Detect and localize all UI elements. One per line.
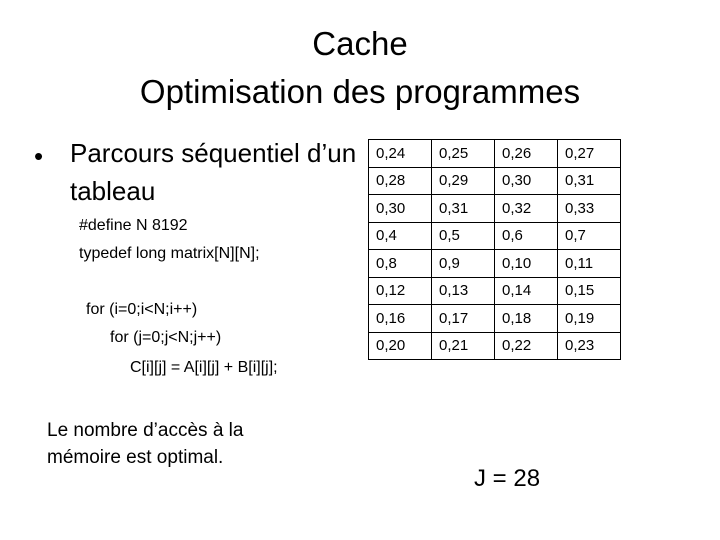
bullet-text: Parcours séquentiel d’un tableau <box>70 138 357 206</box>
table-row <box>369 195 621 223</box>
table-cell: 0,21 <box>432 332 495 360</box>
table-row <box>369 250 621 278</box>
note-text: Le nombre d’accès à la mémoire est optimal. <box>47 420 244 468</box>
bullet-marker: • <box>34 141 44 171</box>
table-cell: 0,4 <box>369 222 432 250</box>
table-cell: 0,16 <box>369 305 432 333</box>
table-cell: 0,23 <box>558 332 621 360</box>
table-row <box>369 167 621 195</box>
table-cell: 0,33 <box>558 195 621 223</box>
table-cell: 0,14 <box>495 277 558 305</box>
table-cell: 0,15 <box>558 277 621 305</box>
table-cell: 0,22 <box>495 332 558 360</box>
table-row <box>369 305 621 333</box>
memory-table <box>368 139 621 360</box>
table-cell: 0,6 <box>495 222 558 250</box>
table-cell: 0,31 <box>558 167 621 195</box>
code-statement: C[i][j] = A[i][j] + B[i][j]; <box>130 359 278 376</box>
code-typedef: typedef long matrix[N][N]; <box>79 245 260 262</box>
code-loop-inner: for (j=0;j<N;j++) <box>110 329 222 346</box>
table-cell: 0,26 <box>495 140 558 168</box>
table-cell: 0,24 <box>369 140 432 168</box>
table-cell: 0,25 <box>432 140 495 168</box>
table-cell: 0,10 <box>495 250 558 278</box>
table-cell: 0,5 <box>432 222 495 250</box>
slide-subtitle: Optimisation des programmes <box>139 73 581 110</box>
table-cell: 0,31 <box>432 195 495 223</box>
table-cell: 0,18 <box>495 305 558 333</box>
code-define: #define N 8192 <box>79 217 188 234</box>
table-cell: 0,11 <box>558 250 621 278</box>
table-cell: 0,13 <box>432 277 495 305</box>
table-cell: 0,12 <box>369 277 432 305</box>
table-cell: 0,28 <box>369 167 432 195</box>
code-loop-outer: for (i=0;i<N;i++) <box>86 301 198 318</box>
slide-title: Cache <box>312 25 408 62</box>
table-cell: 0,19 <box>558 305 621 333</box>
table-cell: 0,8 <box>369 250 432 278</box>
table-cell: 0,30 <box>495 167 558 195</box>
table-cell: 0,9 <box>432 250 495 278</box>
table-row <box>369 277 621 305</box>
table-cell: 0,20 <box>369 332 432 360</box>
table-cell: 0,17 <box>432 305 495 333</box>
table-row <box>369 222 621 250</box>
table-cell: 0,7 <box>558 222 621 250</box>
table-cell: 0,27 <box>558 140 621 168</box>
table-row <box>369 332 621 360</box>
table-cell: 0,32 <box>495 195 558 223</box>
table-cell: 0,29 <box>432 167 495 195</box>
table-cell: 0,30 <box>369 195 432 223</box>
iteration-counter: J = 28 <box>474 465 541 492</box>
table-row <box>369 140 621 168</box>
